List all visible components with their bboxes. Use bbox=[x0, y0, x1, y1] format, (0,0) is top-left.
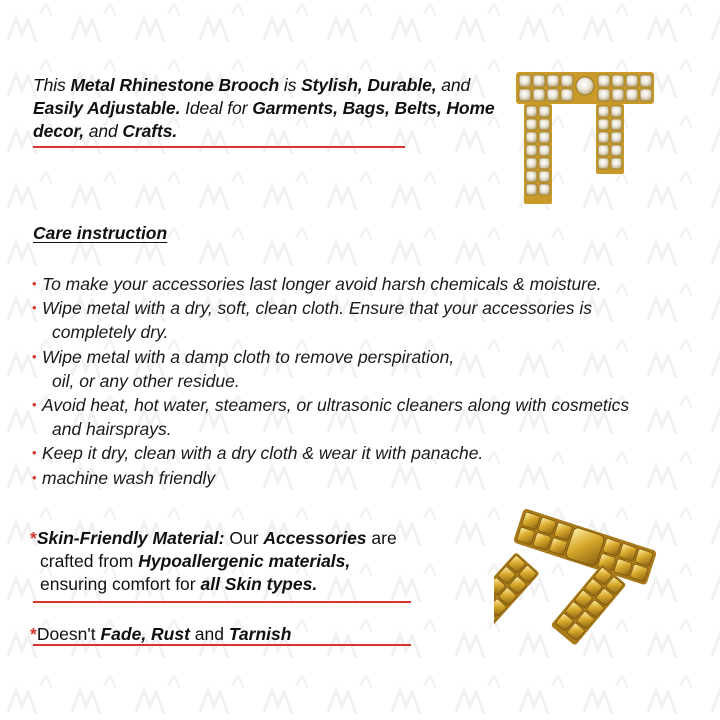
rhinestone-brooch-front-icon bbox=[512, 66, 660, 214]
product-intro: This Metal Rhinestone Brooch is Stylish, Durable, and Easily Adjustable. Ideal for Garments, Bags, Belts, Home decor, and Crafts. bbox=[33, 75, 495, 141]
gold-brooch-angled-icon bbox=[494, 490, 674, 655]
list-item: • Wipe metal with a dry, soft, clean cloth. Ensure that your accessories is completely dry. bbox=[32, 296, 672, 344]
durability-divider bbox=[33, 644, 411, 646]
list-item: • machine wash friendly bbox=[32, 466, 672, 490]
skin-friendly-block: *Skin-Friendly Material: Our Accessories are crafted from Hypoallergenic materials, ensuring comfort for all Skin types. bbox=[30, 528, 397, 594]
care-instruction-list bbox=[32, 272, 672, 490]
skin-divider bbox=[33, 601, 411, 603]
list-item: • Avoid heat, hot water, steamers, or ultrasonic cleaners along with cosmetics and hairsprays. bbox=[32, 393, 672, 441]
list-item: • Wipe metal with a damp cloth to remove perspiration, oil, or any other residue. bbox=[32, 345, 672, 393]
list-item: • Keep it dry, clean with a dry cloth & wear it with panache. bbox=[32, 441, 672, 465]
intro-divider bbox=[33, 146, 405, 148]
list-item: • To make your accessories last longer avoid harsh chemicals & moisture. bbox=[32, 272, 672, 296]
care-instruction-heading: Care instruction bbox=[33, 223, 168, 243]
durability-note: *Doesn't Fade, Rust and Tarnish bbox=[30, 624, 292, 644]
